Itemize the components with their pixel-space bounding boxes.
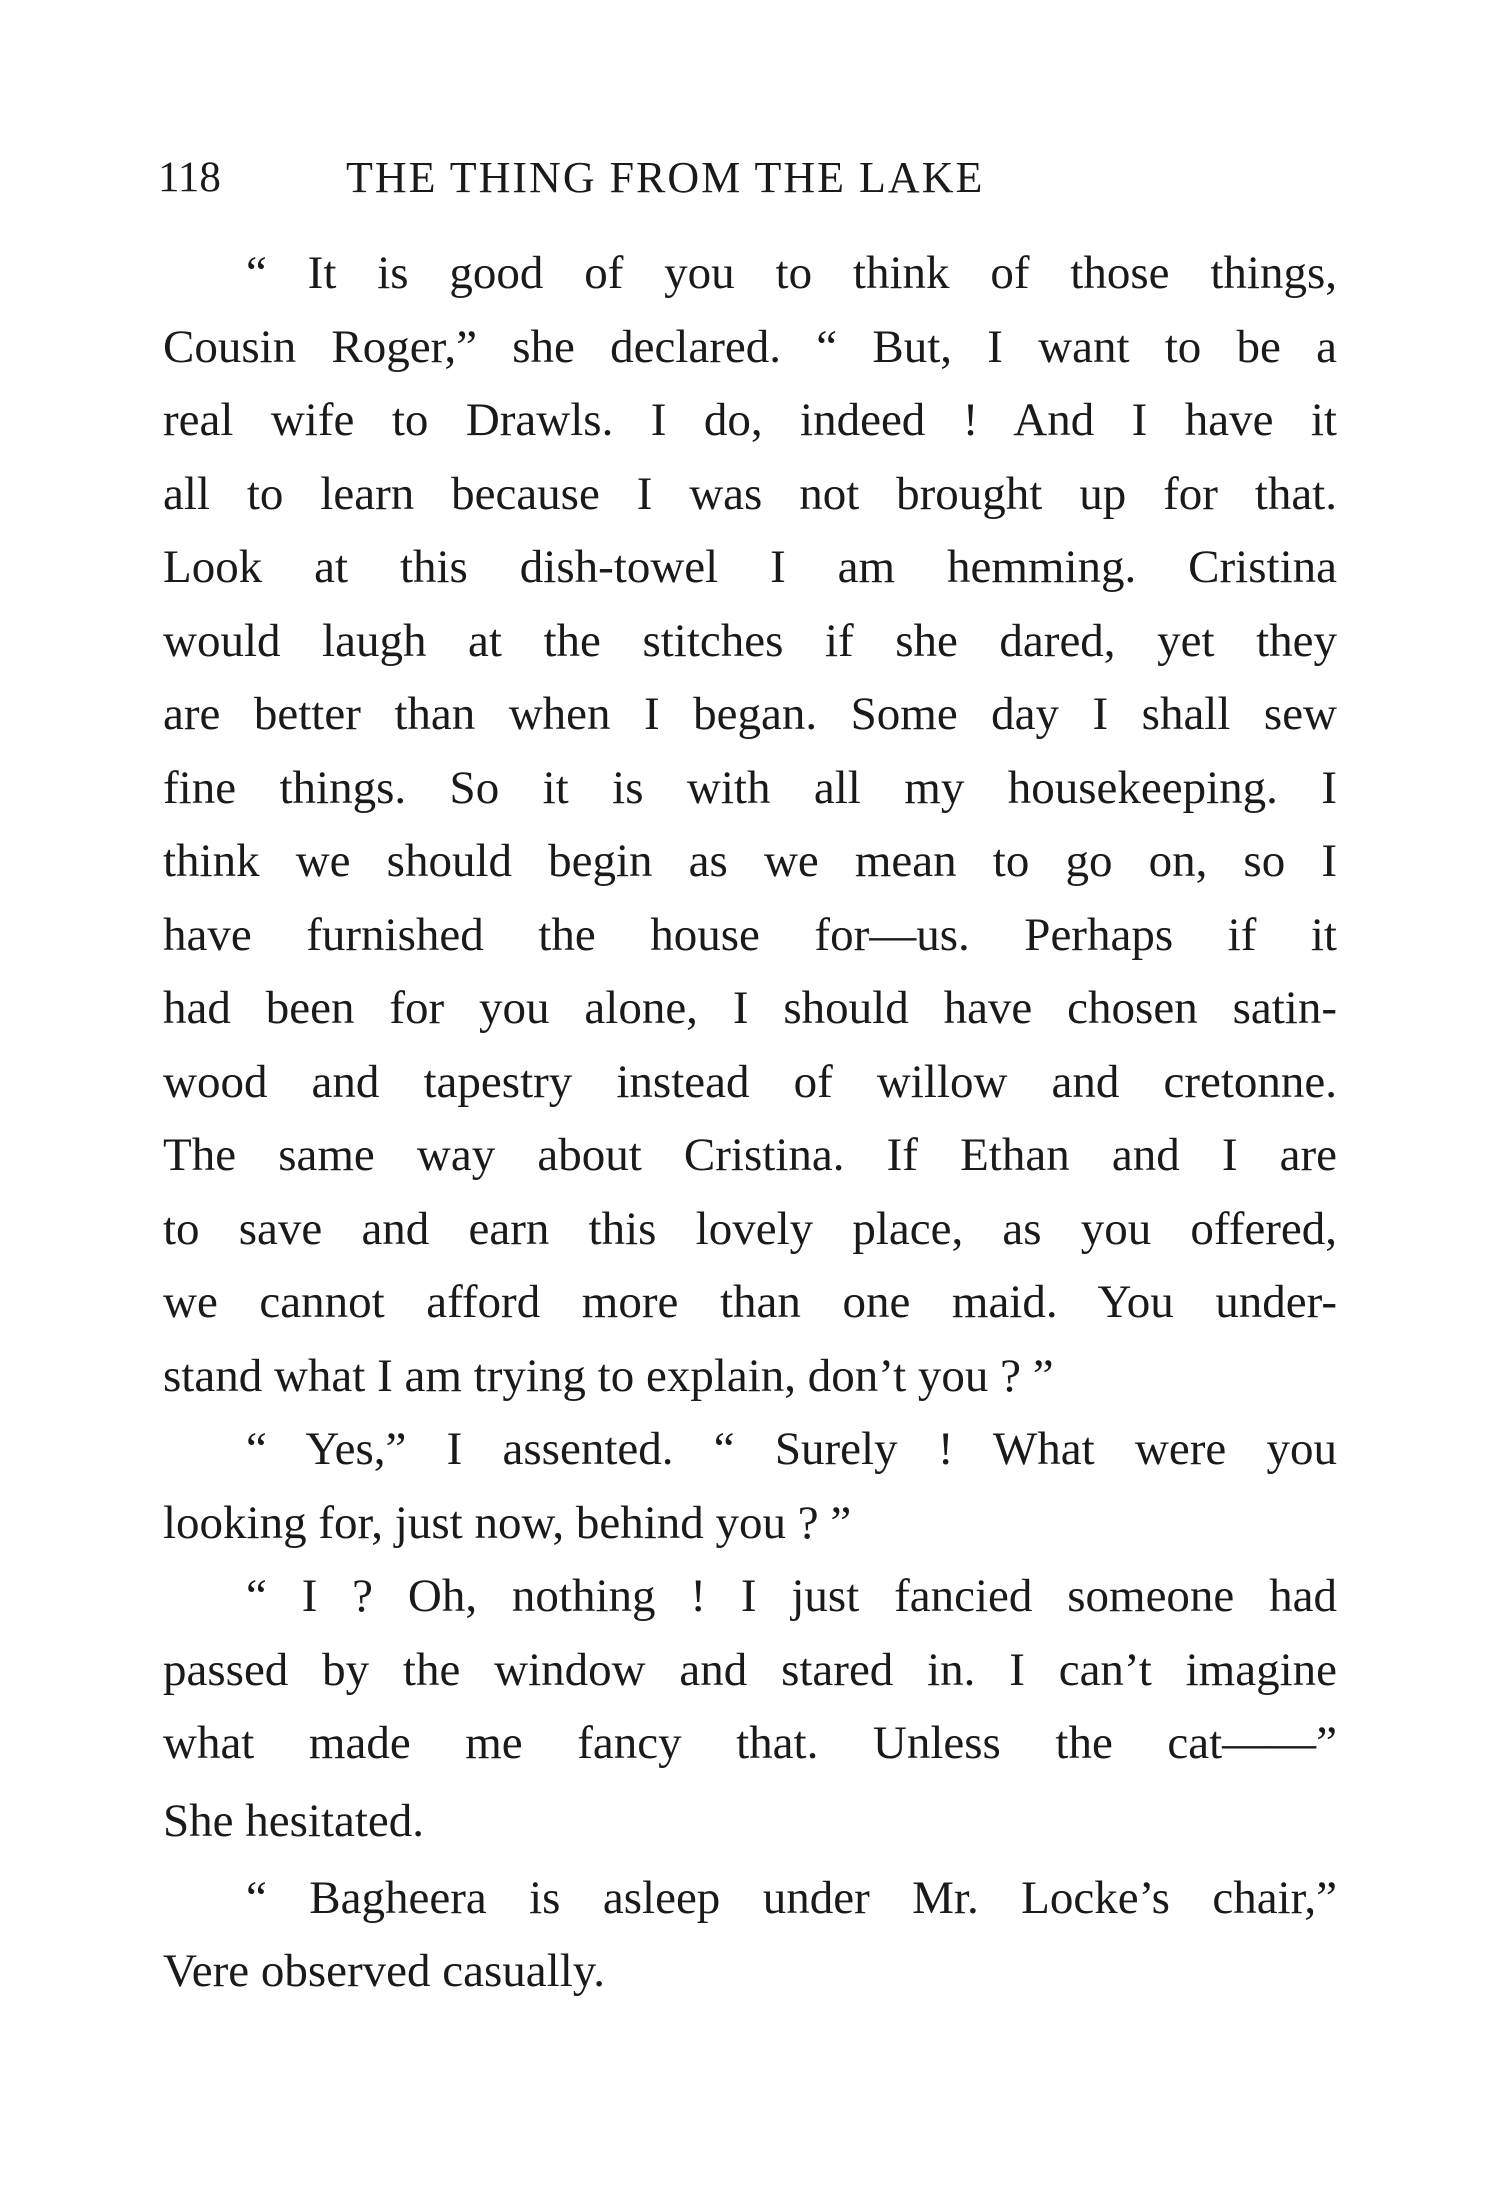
text-line: think we should begin as we mean to go on, so I: [163, 835, 1337, 887]
text-line: stand what I am trying to explain, don’t you ? ”: [163, 1349, 1054, 1402]
text-line: “ It is good of you to think of those things,: [246, 247, 1337, 299]
text-line: wood and tapestry instead of willow and cretonne.: [163, 1055, 1337, 1108]
running-head: [158, 148, 1338, 208]
text-line: “ I ? Oh, nothing ! I just fancied someone had: [246, 1570, 1337, 1622]
text-line: are better than when I began. Some day I shall sew: [163, 688, 1337, 740]
body-text: [163, 237, 1337, 2009]
text-line: Cousin Roger,” she declared. “ But, I want to be a: [163, 320, 1337, 373]
text-line: all to learn because I was not brought up for that.: [163, 467, 1337, 520]
text-line: would laugh at the stitches if she dared, yet they: [163, 614, 1337, 667]
text-line: She hesitated.: [163, 1794, 425, 1847]
text-line: had been for you alone, I should have chosen satin-: [163, 982, 1337, 1034]
text-line: passed by the window and stared in. I can’t imagine: [163, 1643, 1337, 1696]
text-line: fine things. So it is with all my housekeeping. I: [163, 761, 1337, 814]
text-line: have furnished the house for—us. Perhaps if it: [163, 908, 1337, 961]
text-line: Look at this dish-towel I am hemming. Cristina: [163, 541, 1337, 593]
text-line: we cannot afford more than one maid. You under-: [163, 1276, 1337, 1328]
text-line: what made me fancy that. Unless the cat——”: [163, 1717, 1337, 1769]
text-line: Vere observed casually.: [163, 1945, 605, 1997]
text-line: to save and earn this lovely place, as you offered,: [163, 1202, 1337, 1255]
running-title: THE THING FROM THE LAKE: [346, 153, 985, 202]
text-line: “ Bagheera is asleep under Mr. Locke’s chair,”: [246, 1871, 1337, 1924]
text-line: looking for, just now, behind you ? ”: [163, 1496, 852, 1549]
text-line: “ Yes,” I assented. “ Surely ! What were you: [246, 1423, 1337, 1475]
text-line: The same way about Cristina. If Ethan and I are: [163, 1129, 1337, 1181]
text-line: real wife to Drawls. I do, indeed ! And I have it: [163, 394, 1337, 446]
page-number: 118: [158, 154, 221, 201]
